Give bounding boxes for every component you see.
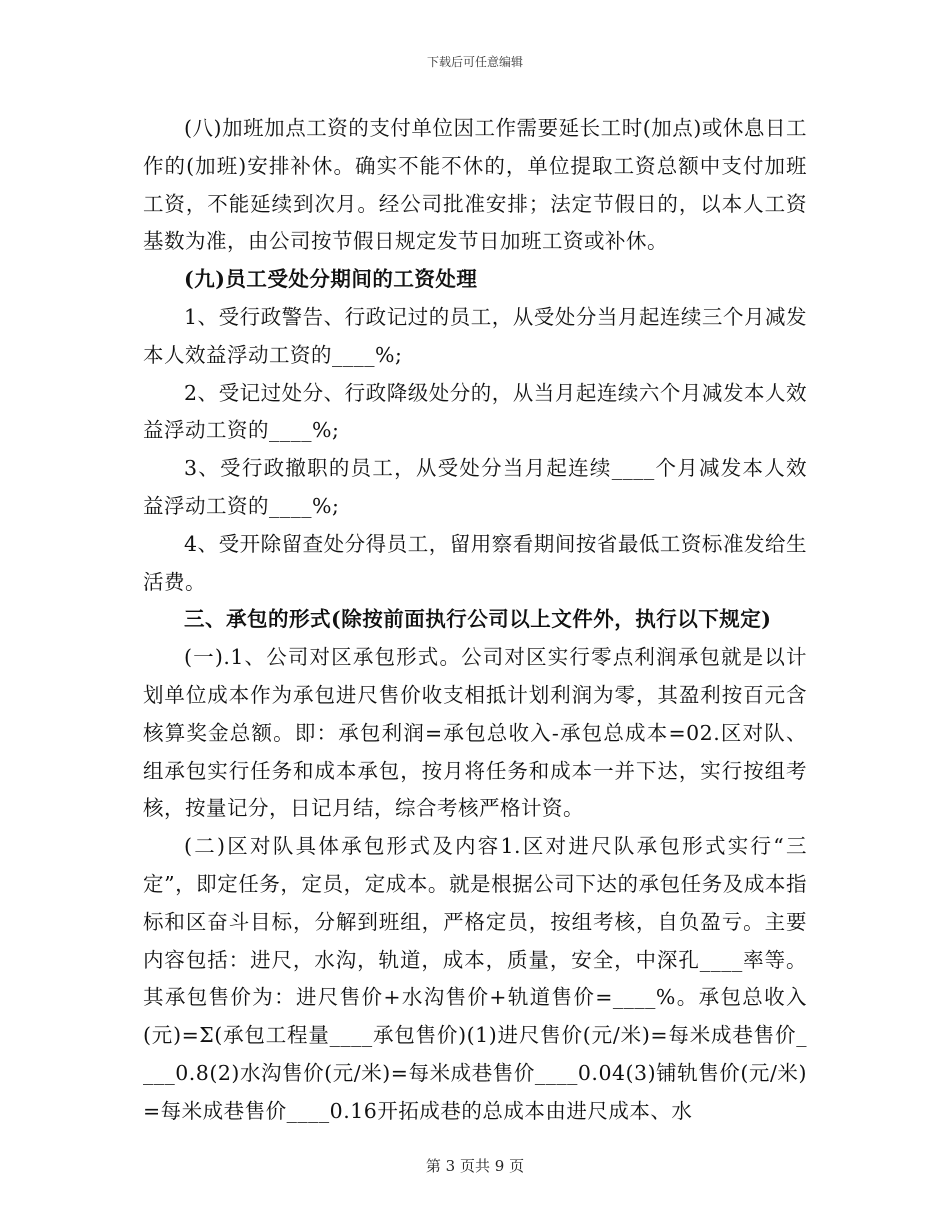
page-number: 第 3 页共 9 页 <box>425 1157 525 1175</box>
section-heading-discipline-pay: (九)员工受处分期间的工资处理 <box>184 267 478 292</box>
paragraph-discipline-item-2: 2、受记过处分、行政降级处分的，从当月起连续六个月减发本人效益浮动工资的____%; <box>143 380 807 443</box>
paragraph-company-contract: (一).1、公司对区承包形式。公司对区实行零点利润承包就是以计划单位成本作为承包进尺售价收支相抵计划利润为零，其盈利按百元含核算奖金总额。即：承包利润=承包总收入-承包总成本=02.区对队、组承包实行任务和成本承包，按月将任务和成本一并下达，实行按组考核，按量记分，日记月结，综合考核严格计资。 <box>143 645 807 821</box>
paragraph-team-contract: (二)区对队具体承包形式及内容1.区对进尺队承包形式实行“三定”，即定任务，定员，定成本。就是根据公司下达的承包任务及成本指标和区奋斗目标，分解到班组，严格定员，按组考核，自负盈亏。主要内容包括：进尺，水沟，轨道，成本，质量，安全，中深孔____率等。其承包售价为：进尺售价+水沟售价+轨道售价=____%。承包总收入(元)=Σ(承包工程量____承包售价)(1)进尺售价(元/米)=每米成巷售价____0.8(2)水沟售价(元/米)=每米成巷售价____0.04(3)铺轨售价(元/米)=每米成巷售价____0.16开拓成巷的总成本由进尺成本、水 <box>143 834 807 1123</box>
paragraph-discipline-item-4: 4、受开除留查处分得员工，留用察看期间按省最低工资标准发给生活费。 <box>143 531 807 594</box>
page-header-note: 下载后可任意编辑 <box>426 55 523 69</box>
section-heading-contract-form: 三、承包的形式(除按前面执行公司以上文件外，执行以下规定) <box>184 607 772 632</box>
paragraph-discipline-item-1: 1、受行政警告、行政记过的员工，从受处分当月起连续三个月减发本人效益浮动工资的____%; <box>143 304 807 367</box>
paragraph-overtime-pay: (八)加班加点工资的支付单位因工作需要延长工时(加点)或休息日工作的(加班)安排补休。确实不能不休的，单位提取工资总额中支付加班工资，不能延续到次月。经公司批准安排；法定节假日的，以本人工资基数为准，由公司按节假日规定发节日加班工资或补休。 <box>143 116 807 254</box>
document-body <box>143 110 807 1131</box>
paragraph-discipline-item-3: 3、受行政撤职的员工，从受处分当月起连续____个月减发本人效益浮动工资的____%; <box>143 456 807 518</box>
